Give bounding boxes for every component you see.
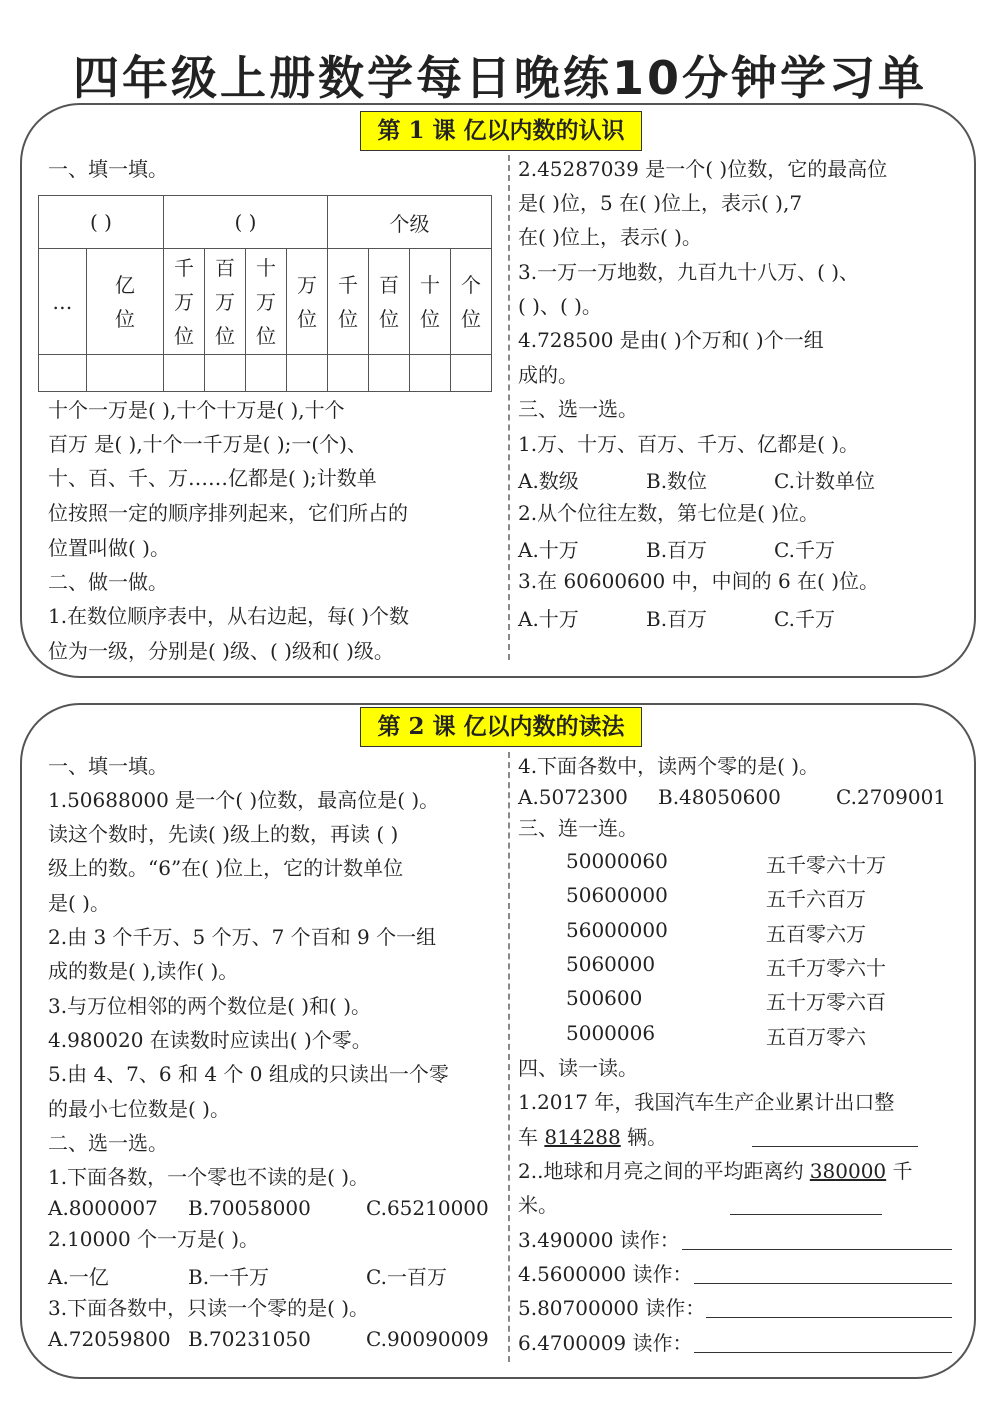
table-blank-cell [287, 354, 328, 391]
l2-q2-option-b: B.一千万 [188, 1265, 270, 1289]
table-blank-cell [164, 354, 205, 391]
l2-left-line: 二、选一选。 [48, 1131, 168, 1155]
l2-section4-heading: 四、读一读。 [518, 1056, 638, 1080]
l2-q1-option-b: B.70058000 [188, 1196, 311, 1220]
l2-q2-option-a: A.一亿 [48, 1265, 109, 1289]
match-number: 5060000 [566, 952, 656, 976]
table-blank-cell [39, 354, 87, 391]
l2-read-2a-pre: 2..地球和月亮之间的平均距离约 [518, 1159, 810, 1183]
table-head-wan: ( ) [164, 196, 328, 249]
l1-right-line: 2.45287039 是一个( )位数，它的最高位 [518, 157, 888, 181]
l2-left-line: 3.与万位相邻的两个数位是( )和( )。 [48, 994, 372, 1018]
l1-right-line: 4.728500 是由( )个万和( )个一组 [518, 328, 824, 352]
l2-q4-option-b: B.48050600 [658, 785, 781, 809]
l2-read-2a [518, 1158, 913, 1184]
l1-q2-option-c: C.千万 [774, 538, 835, 562]
table-col-wanwei: 万 位 [287, 249, 328, 355]
l1-right-line: 3.在 60600600 中，中间的 6 在( )位。 [518, 569, 879, 593]
l2-read-1a: 1.2017 年，我国汽车生产企业累计出口整 [518, 1090, 895, 1114]
table-blank-cell [86, 354, 163, 391]
l2-q3-option-a: A.72059800 [48, 1327, 171, 1351]
l2-read-2a-number: 380000 [809, 1159, 887, 1183]
l2-q2-option-c: C.一百万 [366, 1265, 447, 1289]
l1-q1-option-a: A.数级 [518, 469, 579, 493]
match-number: 56000000 [566, 918, 668, 942]
match-word: 五千零六十万 [766, 853, 886, 877]
table-col-shiwei: 十 位 [410, 249, 451, 355]
l2-q1-option-a: A.8000007 [48, 1196, 158, 1220]
l1-left-line: 十、百、千、万……亿都是( );计数单 [48, 466, 377, 490]
l2-q4-option-c: C.2709001 [836, 785, 947, 809]
table-blank-cell [246, 354, 287, 391]
table-head-ge: 个级 [328, 196, 492, 249]
answer-blank[interactable] [730, 1214, 882, 1215]
l1-left-line: 1.在数位顺序表中，从右边起，每( )个数 [48, 604, 410, 628]
l2-left-line: 成的数是( ),读作( )。 [48, 959, 239, 983]
l1-q2-option-b: B.百万 [646, 538, 708, 562]
l2-read-1b-number: 814288 [544, 1125, 621, 1149]
table-blank-cell [451, 354, 492, 391]
l2-right-q4: 4.下面各数中，读两个零的是( )。 [518, 754, 820, 778]
table-col-ellipsis: … [39, 249, 87, 355]
l2-left-line: 读这个数时，先读( )级上的数，再读 ( ) [48, 822, 399, 846]
match-word: 五百零六万 [766, 922, 866, 946]
answer-blank[interactable] [706, 1317, 952, 1318]
l1-q3-option-b: B.百万 [646, 607, 708, 631]
l1-left-line: 一、填一填。 [48, 157, 168, 181]
l2-left-line: 5.由 4、7、6 和 4 个 0 组成的只读出一个零 [48, 1062, 449, 1086]
l2-q3-option-b: B.70231050 [188, 1327, 311, 1351]
lesson2-label: 第 2 课 亿以内数的读法 [360, 707, 642, 747]
l1-right-line: ( )、( )。 [518, 294, 602, 318]
table-col-shiwan: 十 万 位 [246, 249, 287, 355]
table-col-qianwan: 千 万 位 [164, 249, 205, 355]
l1-right-line: 在( )位上，表示( )。 [518, 225, 702, 249]
match-number: 50000060 [566, 849, 668, 873]
l2-read-2a-post: 千 [886, 1159, 913, 1183]
table-col-baiwan: 百 万 位 [205, 249, 246, 355]
table-blank-cell [205, 354, 246, 391]
l2-read-item: 5.80700000 读作： [518, 1296, 706, 1320]
l1-left-line: 位为一级，分别是( )级、( )级和( )级。 [48, 639, 394, 663]
table-col-yiwei: 亿 位 [86, 249, 163, 355]
l2-read-2b: 米。 [518, 1193, 558, 1217]
l2-q4-option-a: A.5072300 [518, 785, 628, 809]
lesson2-divider [508, 752, 510, 1362]
l2-left-line: 是( )。 [48, 891, 110, 915]
l1-left-line: 十个一万是( ),十个十万是( ),十个 [48, 398, 345, 422]
l2-read-1b-pre: 车 [518, 1125, 545, 1149]
match-word: 五千万零六十 [766, 956, 886, 980]
match-word: 五千六百万 [766, 887, 866, 911]
table-head-yi: ( ) [39, 196, 164, 249]
l2-section3-heading: 三、连一连。 [518, 816, 638, 840]
answer-blank[interactable] [694, 1352, 952, 1353]
l2-read-1b [518, 1124, 667, 1150]
l2-left-line: 1.50688000 是一个( )位数，最高位是( )。 [48, 788, 440, 812]
place-value-table [38, 195, 492, 392]
table-col-baiwei: 百 位 [369, 249, 410, 355]
l1-q1-option-b: B.数位 [646, 469, 708, 493]
l2-read-item: 6.4700009 读作： [518, 1331, 693, 1355]
match-number: 5000006 [566, 1021, 656, 1045]
l2-left-line: 4.980020 在读数时应读出( )个零。 [48, 1028, 372, 1052]
answer-blank[interactable] [752, 1146, 918, 1147]
l1-right-line: 1.万、十万、百万、千万、亿都是( )。 [518, 432, 860, 456]
table-blank-cell [410, 354, 451, 391]
l2-left-line: 3.下面各数中，只读一个零的是( )。 [48, 1296, 370, 1320]
l2-left-line: 一、填一填。 [48, 754, 168, 778]
l1-q1-option-c: C.计数单位 [774, 469, 875, 493]
l2-left-line: 2.由 3 个千万、5 个万、7 个百和 9 个一组 [48, 925, 437, 949]
table-col-qianwei: 千 位 [328, 249, 369, 355]
answer-blank[interactable] [682, 1249, 952, 1250]
match-word: 五百万零六 [766, 1025, 866, 1049]
answer-blank[interactable] [694, 1283, 952, 1284]
table-blank-cell [328, 354, 369, 391]
lesson1-label: 第 1 课 亿以内数的认识 [360, 111, 642, 151]
l2-q1-option-c: C.65210000 [366, 1196, 489, 1220]
l1-right-line: 三、选一选。 [518, 397, 638, 421]
l2-left-line: 级上的数。“6”在( )位上，它的计数单位 [48, 856, 404, 880]
l1-q3-option-a: A.十万 [518, 607, 579, 631]
l1-right-line: 成的。 [518, 363, 578, 387]
l2-read-item: 4.5600000 读作： [518, 1262, 693, 1286]
l2-read-item: 3.490000 读作： [518, 1228, 680, 1252]
l1-q3-option-c: C.千万 [774, 607, 835, 631]
l2-left-line: 2.10000 个一万是( )。 [48, 1227, 260, 1251]
l1-right-line: 2.从个位往左数，第七位是( )位。 [518, 501, 820, 525]
match-number: 50600000 [566, 883, 668, 907]
table-col-gewei: 个 位 [451, 249, 492, 355]
lesson1-divider [508, 155, 510, 660]
l2-read-1b-post: 辆。 [620, 1125, 668, 1149]
match-number: 500600 [566, 986, 643, 1010]
page-title: 四年级上册数学每日晚练10分钟学习单 [72, 51, 927, 105]
l1-left-line: 二、做一做。 [48, 570, 168, 594]
l2-q3-option-c: C.90090009 [366, 1327, 489, 1351]
l1-left-line: 位置叫做( )。 [48, 536, 170, 560]
l1-q2-option-a: A.十万 [518, 538, 579, 562]
l1-left-line: 位按照一定的顺序排列起来，它们所占的 [48, 501, 408, 525]
l2-left-line: 1.下面各数，一个零也不读的是( )。 [48, 1165, 370, 1189]
l2-left-line: 的最小七位数是( )。 [48, 1097, 230, 1121]
match-word: 五十万零六百 [766, 990, 886, 1014]
l1-left-line: 百万 是( ),十个一千万是( );一(个)、 [48, 432, 367, 456]
table-blank-cell [369, 354, 410, 391]
l1-right-line: 是( )位，5 在( )位上，表示( ),7 [518, 191, 803, 215]
l1-right-line: 3.一万一万地数，九百九十八万、( )、 [518, 260, 860, 284]
